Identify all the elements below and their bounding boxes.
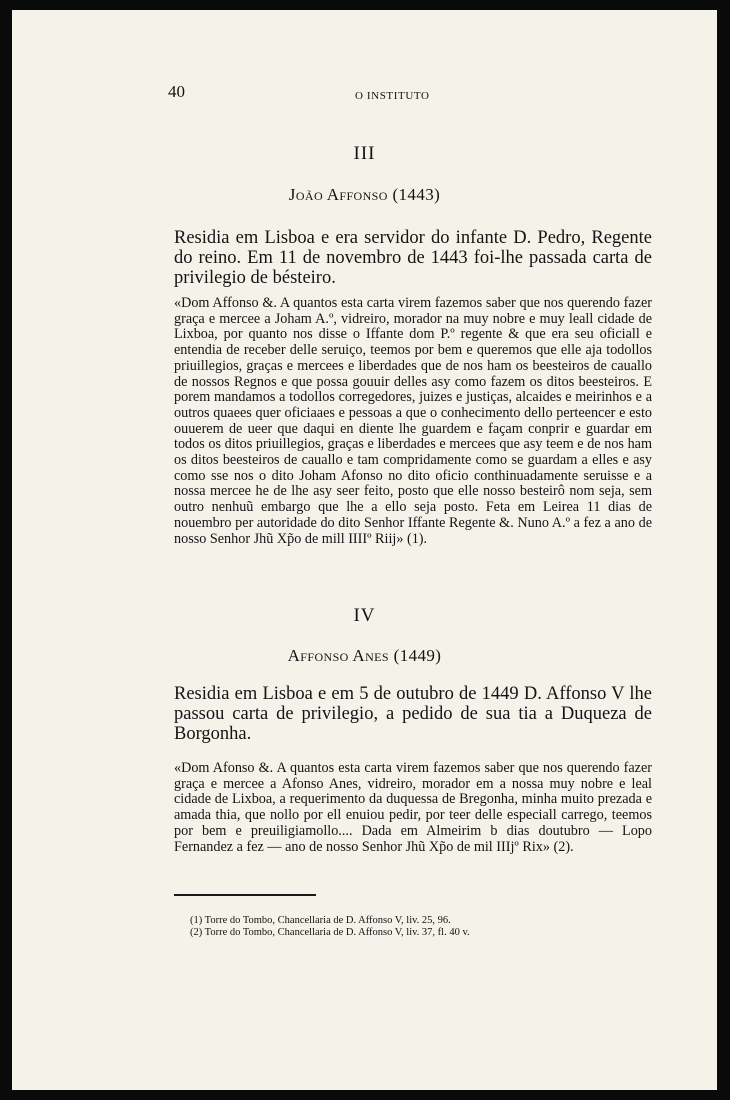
footnotes (190, 915, 550, 939)
page-frame (12, 10, 717, 1090)
body-paragraph: Residia em Lisboa e era servidor do infante D. Pedro, Regente do reino. Em 11 de novembro de 1443 foi-lhe passada carta de privilegio de bésteiro. (174, 228, 652, 288)
body-paragraph: Residia em Lisboa e em 5 de outubro de 1449 D. Affonso V lhe passou carta de privilegio, a pedido de sua tia a Duqueza de Borgonha. (174, 684, 652, 744)
page-header (162, 82, 462, 106)
section-number: III (353, 143, 376, 164)
section-heading: Affonso Anes (1449) (287, 646, 442, 665)
quoted-document: «Dom Afonso &. A quantos esta carta virem fazemos saber que nos querendo fazer graça e mercee a Afonso Anes, vidreiro, morador em a nossa muy nobre e leal cidade de Lixboa, a requerimento da duquessa de Bregonha, minha muito prezada e amada thia, que nollo por ell enuiou pedir, por teer delle especiall carrego, teemos por bem e preuiligiamollo.... Dada em Almeirim b dias doutubro — Lopo Fernandez a fez — ano de nosso Senhor Jhũ Xp̃o de mil IIIjº Rix» (2). (174, 760, 652, 855)
footnote: (1) Torre do Tombo, Chancellaria de D. Affonso V, liv. 25, 96. (190, 915, 451, 926)
page-number: 40 (168, 82, 185, 101)
quoted-document: «Dom Affonso &. A quantos esta carta virem fazemos saber que nos querendo fazer graça e mercee a Joham A.º, vidreiro, morador na muy nobre e muy leall cidade de Lixboa, por quanto nos disse o Iffante dom P.º regente & que era seu oficiall e entendia de receber delle seruiço, teemos por bem e queremos que elle aja todollos priuillegios, graças e mercees e liberdades que de nos ham os beesteiros de cauallo de nossos Regnos e que possa gouuir delles asy como fazem os ditos beesteiros. E porem mandamos a todollos corregedores, juizes e justiças, alcaides e meirinhos e a outros quaees quer oficiaaes e pessoas a que o conhecimento dello perteencer e esto ouuerem de ueer que daqui en diente lhe guardem e façam conprir e guardar em todos os ditos priuillegios, graças e liberdades e mercees que asy teem e de nos ham os ditos beesteiros de cauallo e tam compridamente como se guardam a elles e asy como sse nos o dito Joham Afonso no dito oficio conthinuadamente seruisse e a nossa mercee he de lhe asy seer feito, posto que elle nosso besteirô nom seja, sem outro nenhuũ embargo que lhe a ello seja posto. Feta em Leirea 11 dias de nouembro per autoridade do dito Senhor Iffante Regente &. Nuno A.º a fez a ano de nosso Senhor Jhũ Xp̃o de mill IIIIº Riij» (1). (174, 295, 652, 547)
running-title: O INSTITUTO (355, 90, 430, 102)
footnote-rule (174, 894, 316, 896)
section-heading: João Affonso (1443) (288, 185, 441, 204)
section-number: IV (353, 605, 376, 626)
document-page (12, 10, 717, 1090)
footnote: (2) Torre do Tombo, Chancellaria de D. Affonso V, liv. 37, fl. 40 v. (190, 927, 470, 938)
